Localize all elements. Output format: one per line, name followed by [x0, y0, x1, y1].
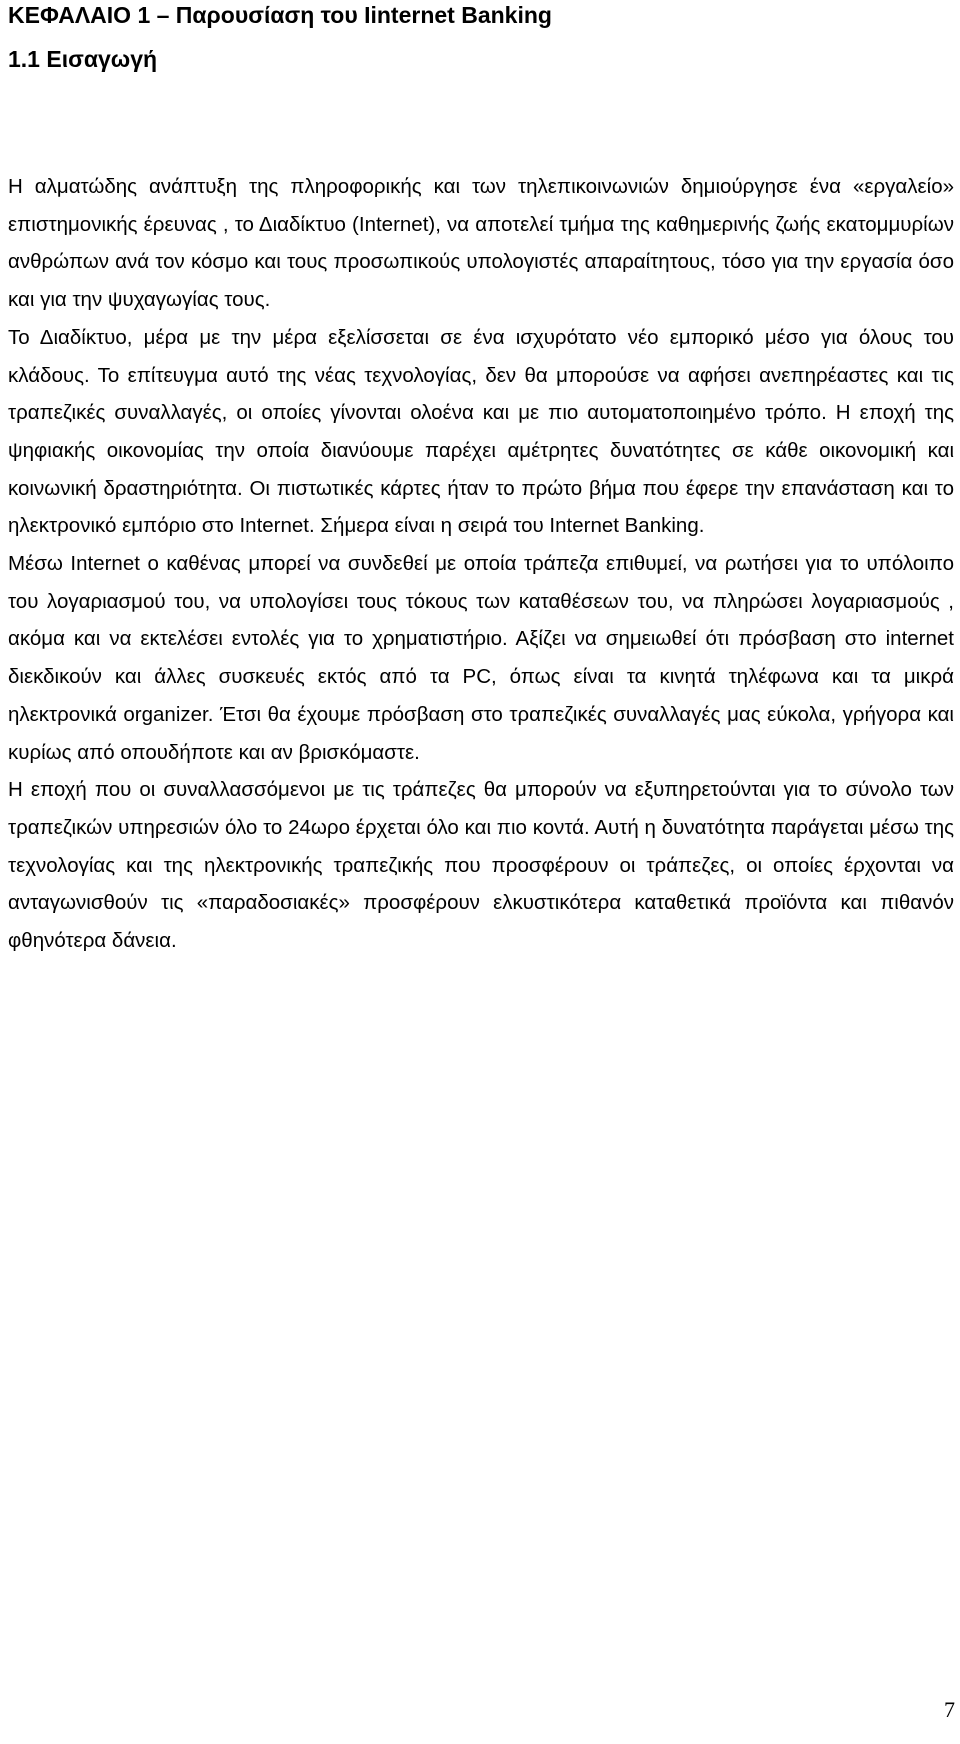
paragraph: Το Διαδίκτυο, μέρα με την μέρα εξελίσσεται σε ένα ισχυρότατο νέο εμπορικό μέσο για όλους του κλάδους. Το επίτευγμα αυτό της νέας τεχνολογίας, δεν θα μπορούσε να αφήσει ανεπηρέαστες και τις τραπεζικές συναλλαγές, οι οποίες γίνονται ολοένα και με πιο αυτοματοποιημένο τρόπο. Η εποχή της ψηφιακής οικονομίας την οποία διανύουμε παρέχει αμέτρητες δυνατότητες σε κάθε οικονομική και κοινωνική δραστηριότητα. Οι πιστωτικές κάρτες ήταν το πρώτο βήμα που έφερε την επανάσταση και το ηλεκτρονικό εμπόριο στο Internet. Σήμερα είναι η σειρά του Internet Banking.: [8, 325, 954, 538]
paragraph: Μέσω Internet ο καθένας μπορεί να συνδεθεί με οποία τράπεζα επιθυμεί, να ρωτήσει για το υπόλοιπο του λογαριασμού του, να υπολογίσει τους τόκους των καταθέσεων του, να πληρώσει λογαριασμούς , ακόμα και να εκτελέσει εντολές για το χρηματιστήριο. Αξίζει να σημειωθεί ότι πρόσβαση στο internet διεκδικούν και άλλες συσκευές εκτός από τα PC, όπως είναι τα κινητά τηλέφωνα και τα μικρά ηλεκτρονικά organizer. Έτσι θα έχουμε πρόσβαση στο τραπεζικές συναλλαγές μας εύκολα, γρήγορα και κυρίως από οπουδήποτε και αν βρισκόμαστε.: [8, 552, 954, 764]
paragraph: Η εποχή που οι συναλλασσόμενοι με τις τράπεζες θα μπορούν να εξυπηρετούνται για το σύνολο των τραπεζικών υπηρεσιών όλο το 24ωρο έρχεται όλο και πιο κοντά. Αυτή η δυνατότητα παράγεται μέσω της τεχνολογίας και της ηλεκτρονικής τραπεζικής που προσφέρουν οι τράπεζες, οι οποίες έρχονται να ανταγωνισθούν τις «παραδοσιακές» προσφέρουν ελκυστικότερα καταθετικά προϊόντα και πιθανόν φθηνότερα δάνεια.: [8, 778, 954, 953]
paragraph: Η αλματώδης ανάπτυξη της πληροφορικής και των τηλεπικοινωνιών δημιούργησε ένα «εργαλείο» επιστημονικής έρευνας , το Διαδίκτυο (Internet), να αποτελεί τμήμα της καθημερινής ζωής εκατομμυρίων ανθρώπων ανά τον κόσμο και τους προσωπικούς υπολογιστές απαραίτητους, τόσο για την εργασία όσο και για την ψυχαγωγίας τους.: [8, 175, 954, 312]
section-title: 1.1 Εισαγωγή: [8, 46, 158, 72]
page-number: 7: [944, 1697, 955, 1722]
chapter-title: ΚΕΦΑΛΑΙΟ 1 – Παρουσίαση του Iinternet Banking: [8, 2, 552, 28]
body-text: [8, 168, 954, 960]
